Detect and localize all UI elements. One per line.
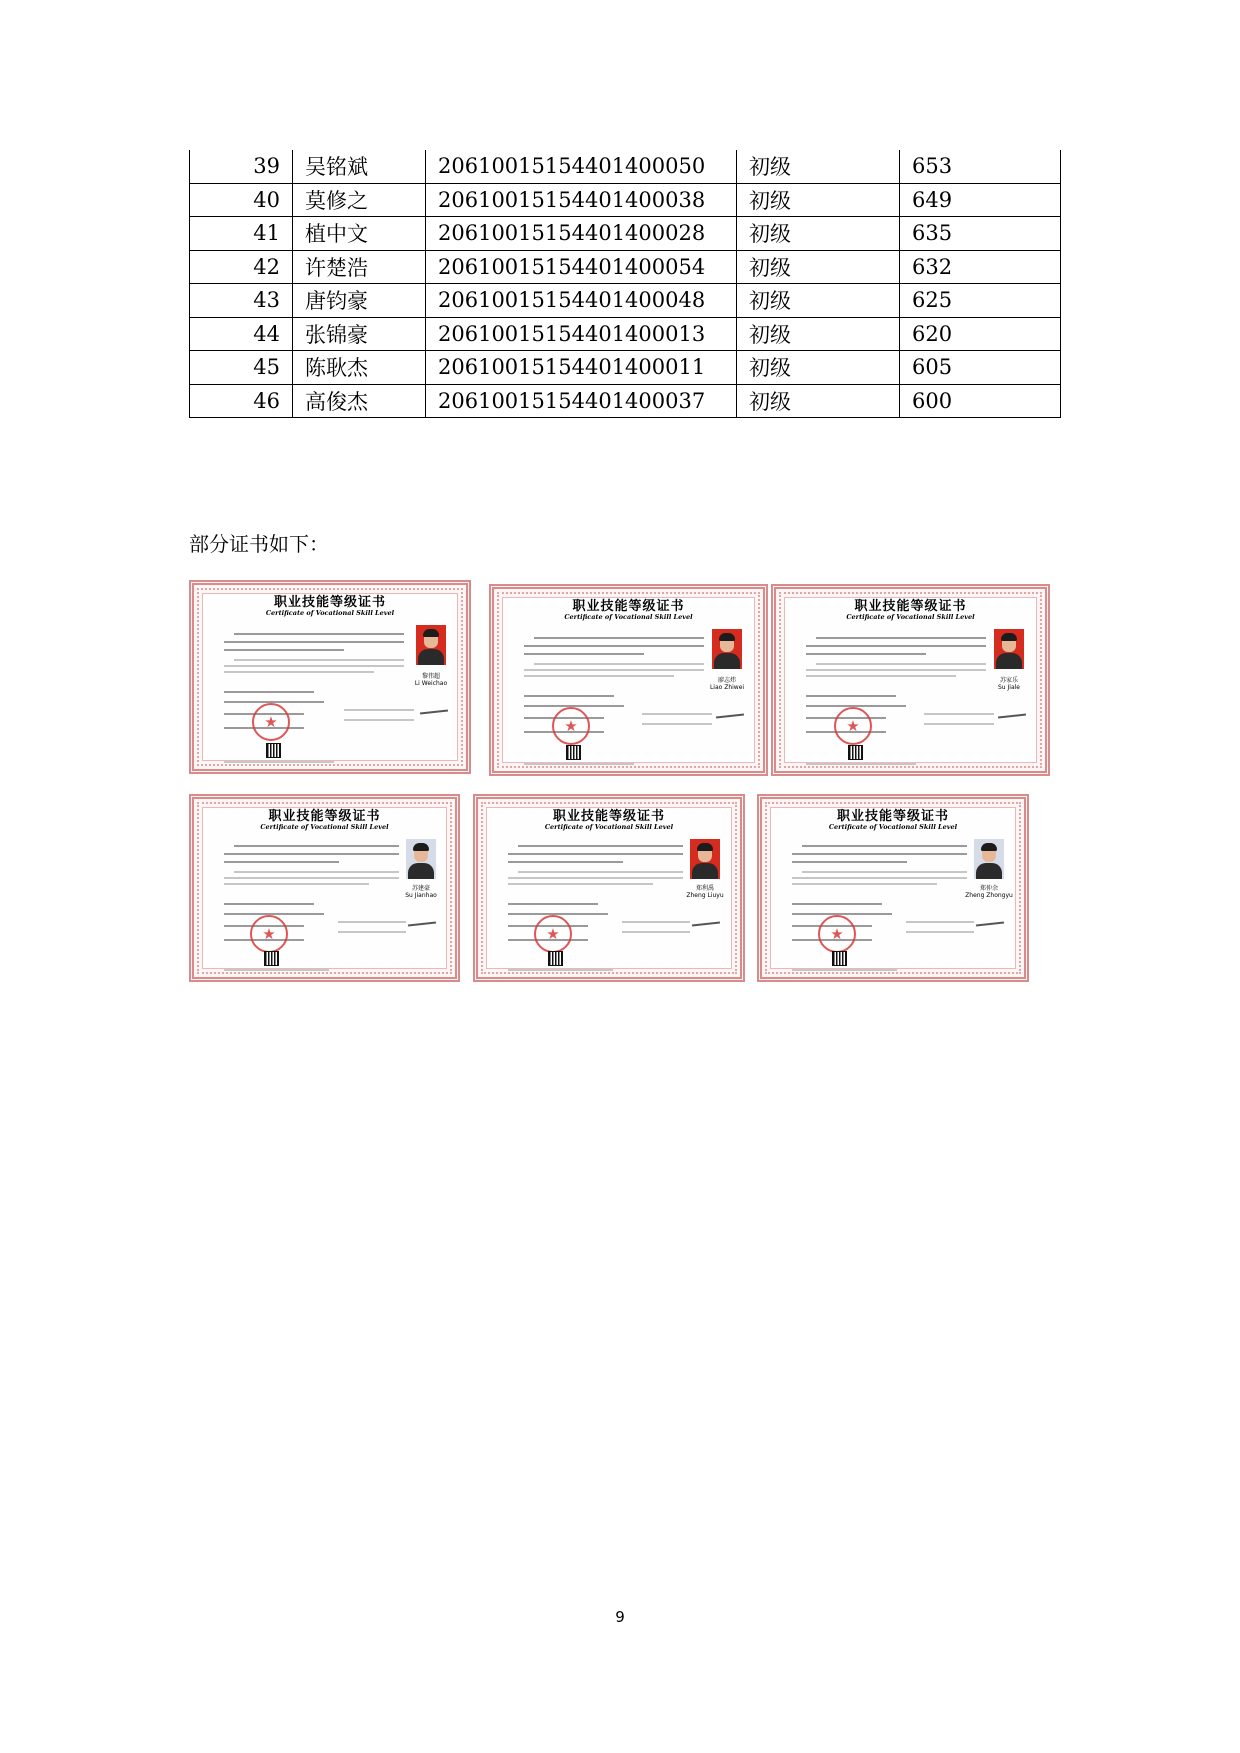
skill-level: 初级	[737, 351, 900, 385]
student-name: 植中文	[293, 217, 426, 251]
holder-name-cn: 廖志炜	[717, 677, 736, 684]
row-number: 40	[190, 183, 293, 217]
certificate-title: 职业技能等级证书	[572, 599, 685, 614]
certificate-image	[757, 794, 1029, 982]
table-row	[190, 317, 1061, 351]
red-seal: ★	[834, 707, 872, 745]
skill-level: 初级	[737, 150, 900, 183]
table-row	[190, 183, 1061, 217]
student-name: 高俊杰	[293, 384, 426, 418]
certificate-title: 职业技能等级证书	[273, 595, 386, 610]
qr-code	[266, 743, 281, 758]
red-seal: ★	[552, 707, 590, 745]
score-value: 625	[900, 284, 1061, 318]
row-number: 41	[190, 217, 293, 251]
skill-level: 初级	[737, 217, 900, 251]
table-row	[190, 284, 1061, 318]
certificate-title: 职业技能等级证书	[268, 809, 381, 824]
holder-name-en: Liao Zhiwei	[709, 684, 745, 691]
holder-name-cn: 黎伟超	[421, 673, 440, 680]
table-row	[190, 384, 1061, 418]
holder-photo	[994, 629, 1024, 669]
holder-name-en: Su Jianhao	[405, 892, 437, 899]
holder-name-cn: 苏家乐	[999, 677, 1018, 684]
holder-name-cn: 郑仲余	[979, 885, 998, 892]
certificate-subtitle: Certificate of Vocational Skill Level	[846, 613, 975, 621]
table-row	[190, 250, 1061, 284]
score-value: 653	[900, 150, 1061, 183]
certificate-number: 20610015154401400038	[426, 183, 737, 217]
qr-code	[566, 745, 581, 760]
red-seal: ★	[252, 703, 290, 741]
certificate-image	[189, 580, 471, 774]
table-row	[190, 217, 1061, 251]
student-name: 莫修之	[293, 183, 426, 217]
holder-name-cn: 苏建豪	[411, 885, 430, 892]
red-seal: ★	[818, 915, 856, 953]
skill-level: 初级	[737, 284, 900, 318]
certificate-title: 职业技能等级证书	[552, 809, 665, 824]
score-table	[189, 150, 1061, 418]
holder-name-en: Zheng Zhongyu	[965, 892, 1013, 899]
certificate-subtitle: Certificate of Vocational Skill Level	[564, 613, 693, 621]
certificate-subtitle: Certificate of Vocational Skill Level	[544, 823, 674, 831]
page-number: 9	[615, 1608, 625, 1626]
score-value: 649	[900, 183, 1061, 217]
row-number: 42	[190, 250, 293, 284]
certificate-number: 20610015154401400054	[426, 250, 737, 284]
certificate-number: 20610015154401400011	[426, 351, 737, 385]
section-label: 部分证书如下：	[189, 532, 329, 556]
certificate-number: 20610015154401400050	[426, 150, 737, 183]
holder-name-en: Su Jiale	[998, 684, 1020, 691]
holder-photo	[416, 625, 446, 665]
table-row	[190, 150, 1061, 183]
certificate-subtitle: Certificate of Vocational Skill Level	[828, 823, 958, 831]
row-number: 43	[190, 284, 293, 318]
row-number: 45	[190, 351, 293, 385]
row-number: 46	[190, 384, 293, 418]
certificate-subtitle: Certificate of Vocational Skill Level	[265, 609, 395, 617]
student-name: 许楚浩	[293, 250, 426, 284]
student-name: 吴铭斌	[293, 150, 426, 183]
table-row	[190, 351, 1061, 385]
qr-code	[264, 951, 279, 966]
holder-photo	[690, 839, 720, 879]
certificate-number: 20610015154401400048	[426, 284, 737, 318]
skill-level: 初级	[737, 384, 900, 418]
certificate-number: 20610015154401400013	[426, 317, 737, 351]
holder-name-cn: 郑利禹	[695, 885, 714, 892]
row-number: 39	[190, 150, 293, 183]
student-name: 唐钧豪	[293, 284, 426, 318]
red-seal: ★	[250, 915, 288, 953]
certificate-subtitle: Certificate of Vocational Skill Level	[260, 823, 389, 831]
holder-name-en: Li Weichao	[414, 680, 448, 687]
skill-level: 初级	[737, 317, 900, 351]
certificate-number: 20610015154401400037	[426, 384, 737, 418]
row-number: 44	[190, 317, 293, 351]
certificate-image	[771, 584, 1050, 776]
certificate-image	[189, 794, 460, 982]
score-value: 635	[900, 217, 1061, 251]
score-value: 632	[900, 250, 1061, 284]
certificate-title: 职业技能等级证书	[836, 809, 949, 824]
skill-level: 初级	[737, 250, 900, 284]
qr-code	[548, 951, 563, 966]
qr-code	[848, 745, 863, 760]
score-value: 605	[900, 351, 1061, 385]
certificate-number: 20610015154401400028	[426, 217, 737, 251]
score-value: 600	[900, 384, 1061, 418]
certificate-title: 职业技能等级证书	[854, 599, 967, 614]
certificate-image	[473, 794, 745, 982]
holder-name-en: Zheng Liuyu	[686, 892, 724, 899]
student-name: 张锦豪	[293, 317, 426, 351]
red-seal: ★	[534, 915, 572, 953]
qr-code	[832, 951, 847, 966]
student-name: 陈耿杰	[293, 351, 426, 385]
holder-photo	[712, 629, 742, 669]
skill-level: 初级	[737, 183, 900, 217]
certificate-image	[489, 584, 768, 776]
score-value: 620	[900, 317, 1061, 351]
holder-photo	[406, 839, 436, 879]
holder-photo	[974, 839, 1004, 879]
